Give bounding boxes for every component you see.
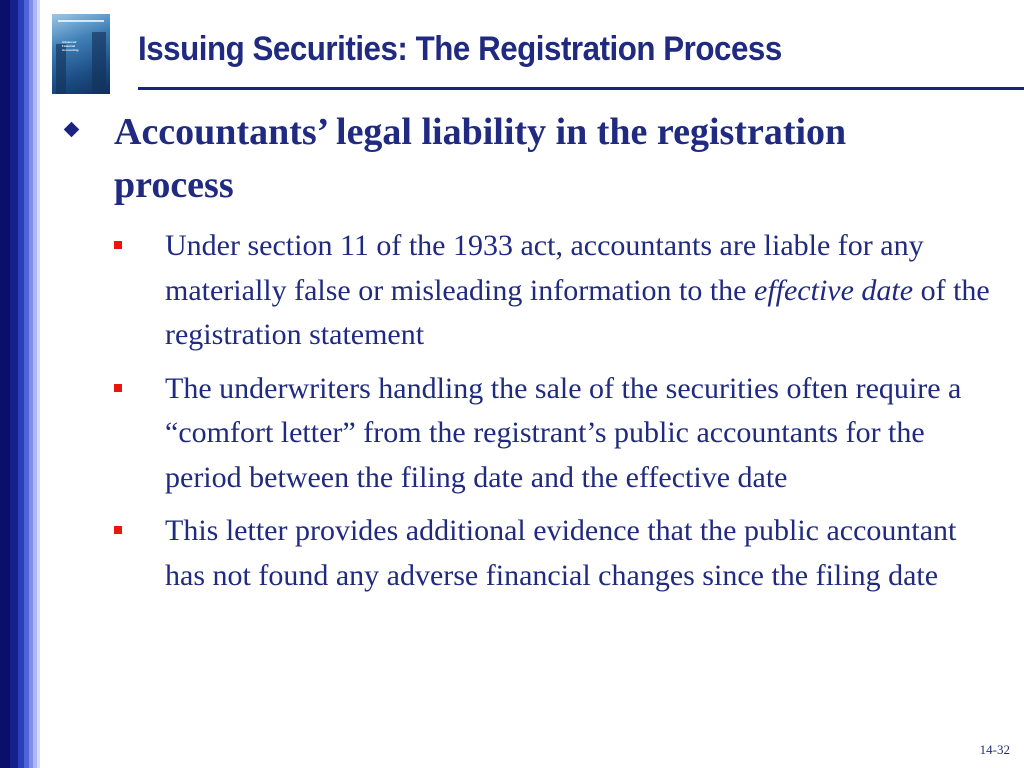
- sub-bullet-list: [0, 224, 1024, 607]
- sub-bullet-item: [0, 509, 1024, 598]
- sub-bullet-text: The underwriters handling the sale of the securities often require a “comfort letter” from the registrant’s public accountants for the period between the filing date and the effective date: [165, 371, 962, 494]
- logo-highlight: [58, 20, 104, 22]
- page-number: 14-32: [979, 742, 1010, 757]
- diamond-bullet-icon: [64, 122, 80, 138]
- square-bullet-icon: [114, 241, 122, 249]
- square-bullet-icon: [114, 384, 122, 392]
- main-bullet-text: Accountants’ legal liability in the registration process: [114, 111, 847, 206]
- slide-title: Issuing Securities: The Registration Process: [138, 30, 782, 68]
- book-cover-logo: [52, 14, 110, 94]
- sub-bullet-emphasis: effective date: [754, 273, 914, 307]
- sub-bullet-text-start: Under section 11 of the 1933 act, accountants are liable for any materially false or misleading information to the: [165, 229, 924, 307]
- logo-building: [92, 32, 106, 94]
- title-underline: [138, 87, 1024, 90]
- logo-text: Advanced Financial Accounting: [62, 40, 79, 52]
- sub-bullet-text: This letter provides additional evidence that the public accountant has not found any adverse financial changes since the filing date: [165, 514, 957, 592]
- sub-bullet-item: [0, 367, 1024, 501]
- sub-bullet-item: [0, 224, 1024, 358]
- sub-bullet-text-end: of the registration statement: [165, 273, 990, 351]
- square-bullet-icon: [114, 526, 122, 534]
